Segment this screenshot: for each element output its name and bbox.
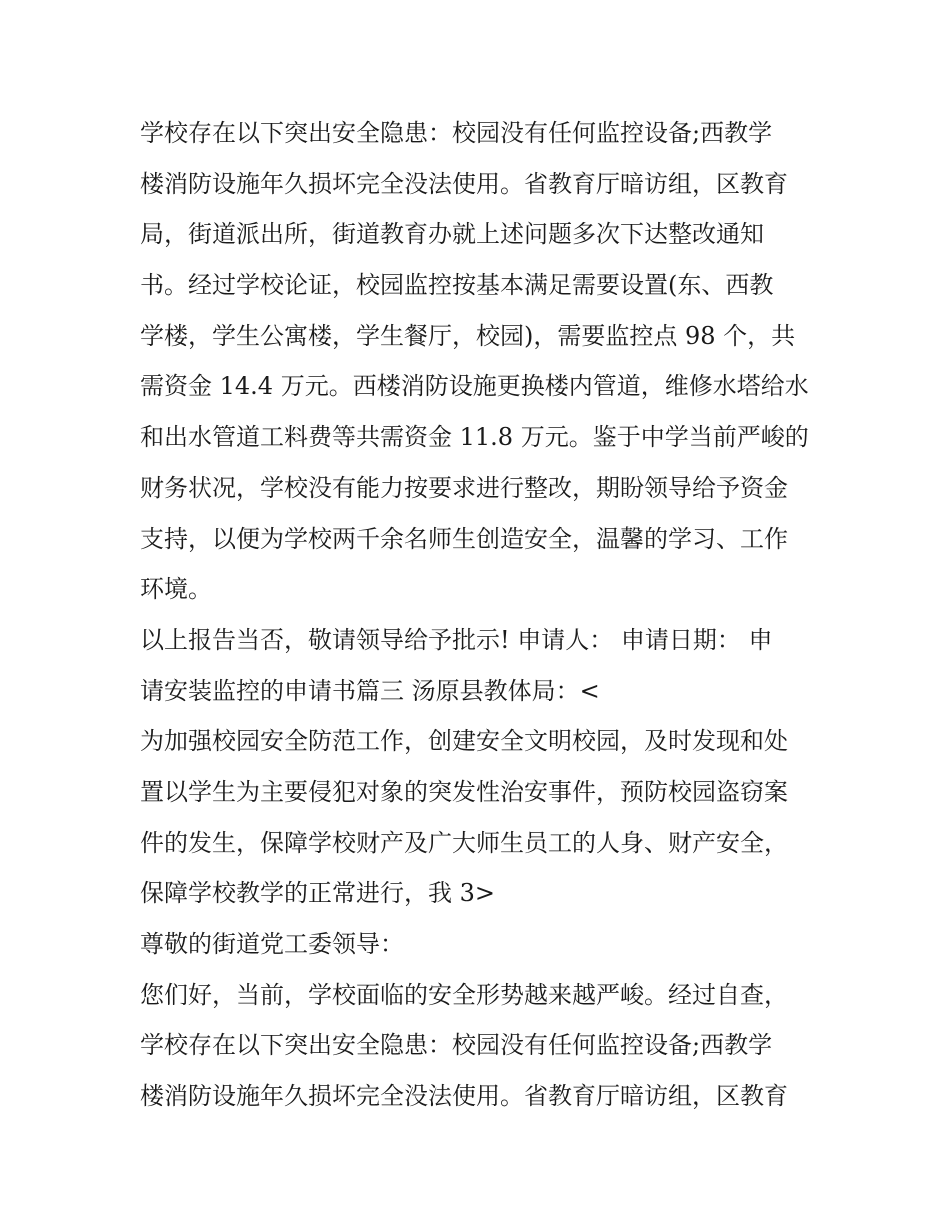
text-line: 为加强校园安全防范工作，创建安全文明校园，及时发现和处: [140, 727, 788, 756]
document-body: [140, 108, 830, 1122]
text-line: 保障学校教学的正常进行，我 3>: [140, 879, 496, 908]
text-line: 学校存在以下突出安全隐患：校园没有任何监控设备;西教学: [140, 119, 773, 147]
text-line: 财务状况，学校没有能力按要求进行整改，期盼领导给予资金: [140, 473, 788, 502]
text-line: 书。经过学校论证，校园监控按基本满足需要设置(东、西教: [140, 271, 774, 300]
text-line: 楼消防设施年久损坏完全没法使用。省教育厅暗访组，区教育: [140, 1082, 788, 1111]
text-line: 环境。: [140, 575, 212, 604]
text-line: 楼消防设施年久损坏完全没法使用。省教育厅暗访组，区教育: [140, 169, 788, 198]
text-line: 置以学生为主要侵犯对象的突发性治安事件，预防校园盗窃案: [140, 777, 788, 806]
text-line: 支持，以便为学校两千余名师生创造安全，温馨的学习、工作: [140, 524, 788, 553]
text-line: 尊敬的街道党工委领导：: [140, 930, 404, 958]
text-line: 和出水管道工料费等共需资金 11.8 万元。鉴于中学当前严峻的: [140, 423, 809, 452]
text-line: 学楼，学生公寓楼，学生餐厅，校园)，需要监控点 98 个，共: [140, 321, 796, 350]
text-line: 学校存在以下突出安全隐患：校园没有任何监控设备;西教学: [140, 1031, 773, 1060]
text-line: 您们好，当前，学校面临的安全形势越来越严峻。经过自查，: [140, 980, 788, 1009]
text-line: 件的发生，保障学校财产及广大师生员工的人身、财产安全，: [140, 828, 788, 857]
text-line: 局，街道派出所，街道教育办就上述问题多次下达整改通知: [140, 220, 764, 249]
text-line: 请安装监控的申请书篇三 汤原县教体局：<: [140, 676, 600, 705]
text-line: 需资金 14.4 万元。西楼消防设施更换楼内管道，维修水塔给水: [140, 372, 809, 401]
text-line: 以上报告当否，敬请领导给予批示! 申请人： 申请日期： 申: [140, 625, 773, 654]
